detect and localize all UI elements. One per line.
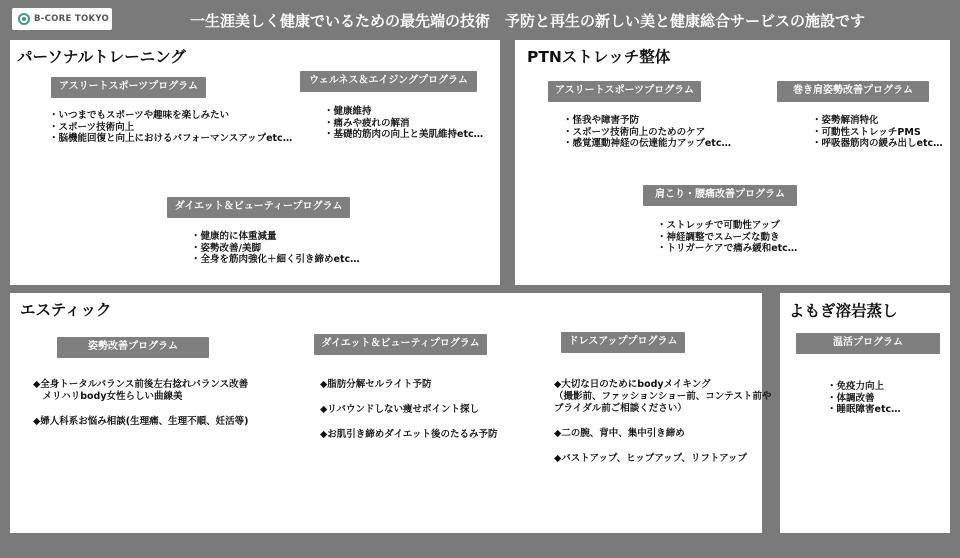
list-item: ・痛みや疲れの解消 — [324, 117, 410, 129]
list-item: ・睡眠障害etc… — [827, 404, 901, 415]
list-item: ◆脂肪分解セルライト予防 — [320, 379, 432, 390]
panel-title: パーソナルトレーニング — [17, 48, 186, 66]
panel-title: PTNストレッチ整体 — [527, 48, 671, 66]
list-item: ・神経調整でスムーズな動き — [657, 231, 780, 243]
list-item: ・スポーツ技術向上のためのケア — [563, 126, 706, 138]
list-item: ◆リバウンドしない痩せポイント探し — [320, 404, 480, 415]
program-list-diet — [191, 231, 360, 266]
ptn-stretch-panel — [515, 40, 950, 285]
program-tag-posture: 姿勢改善プログラム — [57, 337, 209, 358]
program-tag-diet: ダイエット＆ビューティプログラム — [314, 334, 487, 355]
program-list-posture — [33, 379, 249, 441]
list-item: ・ストレッチで可動性アップ — [657, 220, 780, 231]
list-item: ◆バストアップ、ヒップアップ、リフトアップ — [554, 453, 747, 464]
program-list-back — [657, 220, 797, 255]
panel-title: エスティック — [20, 301, 112, 319]
list-item: ・呼吸器筋肉の緩み出しetc… — [812, 138, 943, 149]
list-item: ・健康的に体重減量 — [191, 231, 277, 242]
list-item: ◆婦人科系お悩み相談(生理痛、生理不順、妊活等) — [33, 416, 249, 427]
program-list-wellness — [324, 106, 483, 141]
program-list-dress — [554, 379, 771, 478]
list-item: ◆お肌引き締めダイエット後のたるみ予防 — [320, 429, 498, 440]
logo — [12, 8, 112, 30]
list-item: メリハリbody女性らしい曲線美 — [33, 391, 183, 402]
logo-mark-icon — [18, 13, 30, 25]
program-list-warm — [827, 381, 901, 416]
program-tag-back: 肩こり・腰痛改善プログラム — [643, 185, 797, 206]
program-tag-diet: ダイエット＆ビューティープログラム — [167, 197, 350, 218]
program-tag-warm: 温活プログラム — [796, 333, 940, 354]
list-item: ・脳機能回復と向上におけるパフォーマンスアップetc… — [49, 133, 293, 144]
list-item: ・怪我や障害予防 — [563, 115, 640, 126]
program-tag-posture: 巻き肩姿勢改善プログラム — [777, 81, 929, 102]
list-item: ・いつまでもスポーツや趣味を楽しみたい — [49, 110, 230, 121]
list-item: ・基礎的筋肉の向上と美肌維持etc… — [324, 129, 484, 140]
personal-training-panel — [10, 40, 500, 285]
list-item: ・スポーツ技術向上 — [49, 121, 135, 133]
program-tag-athlete: アスリートスポーツプログラム — [548, 81, 701, 102]
list-item: ・健康維持 — [324, 106, 372, 117]
program-list-athlete — [563, 115, 731, 150]
program-list-posture — [812, 115, 943, 150]
list-item: ・免疫力向上 — [827, 381, 885, 392]
esthetic-panel — [10, 293, 772, 533]
list-item: ・姿勢改善/美脚 — [191, 242, 261, 254]
list-item: （撮影前、ファッションショー前、コンテスト前や — [554, 391, 772, 402]
program-tag-athlete: アスリートスポーツプログラム — [51, 77, 206, 98]
list-item: ・姿勢解消特化 — [812, 115, 879, 126]
list-item: ・体調改善 — [827, 392, 875, 404]
logo-text: B-CORE TOKYO — [34, 14, 110, 24]
list-item: ◆大切な日のためにbodyメイキング — [554, 379, 711, 390]
program-tag-dress: ドレスアッププログラム — [561, 332, 685, 353]
yomogi-panel — [780, 293, 950, 533]
list-item: ・可動性ストレッチPMS — [812, 126, 921, 138]
list-item: ◆二の腕、背中、集中引き締め — [554, 428, 685, 439]
list-item: ・トリガーケアで痛み緩和etc… — [657, 243, 798, 254]
list-item: ・全身を筋肉強化＋細く引き締めetc… — [191, 254, 360, 265]
program-tag-wellness: ウェルネス＆エイジングプログラム — [300, 71, 477, 92]
list-item: ◆全身トータルバランス前後左右捻れバランス改善 — [33, 379, 249, 390]
panel-title: よもぎ溶岩蒸し — [789, 302, 898, 320]
page-headline: 一生涯美しく健康でいるための最先端の技術 予防と再生の新しい美と健康総合サービスの施設です — [190, 12, 866, 30]
program-list-athlete — [49, 110, 292, 145]
program-list-diet — [320, 379, 498, 454]
list-item: ・感覚運動神経の伝達能力アップetc… — [563, 138, 731, 149]
list-item: ブライダル前ご相談ください） — [554, 403, 687, 414]
